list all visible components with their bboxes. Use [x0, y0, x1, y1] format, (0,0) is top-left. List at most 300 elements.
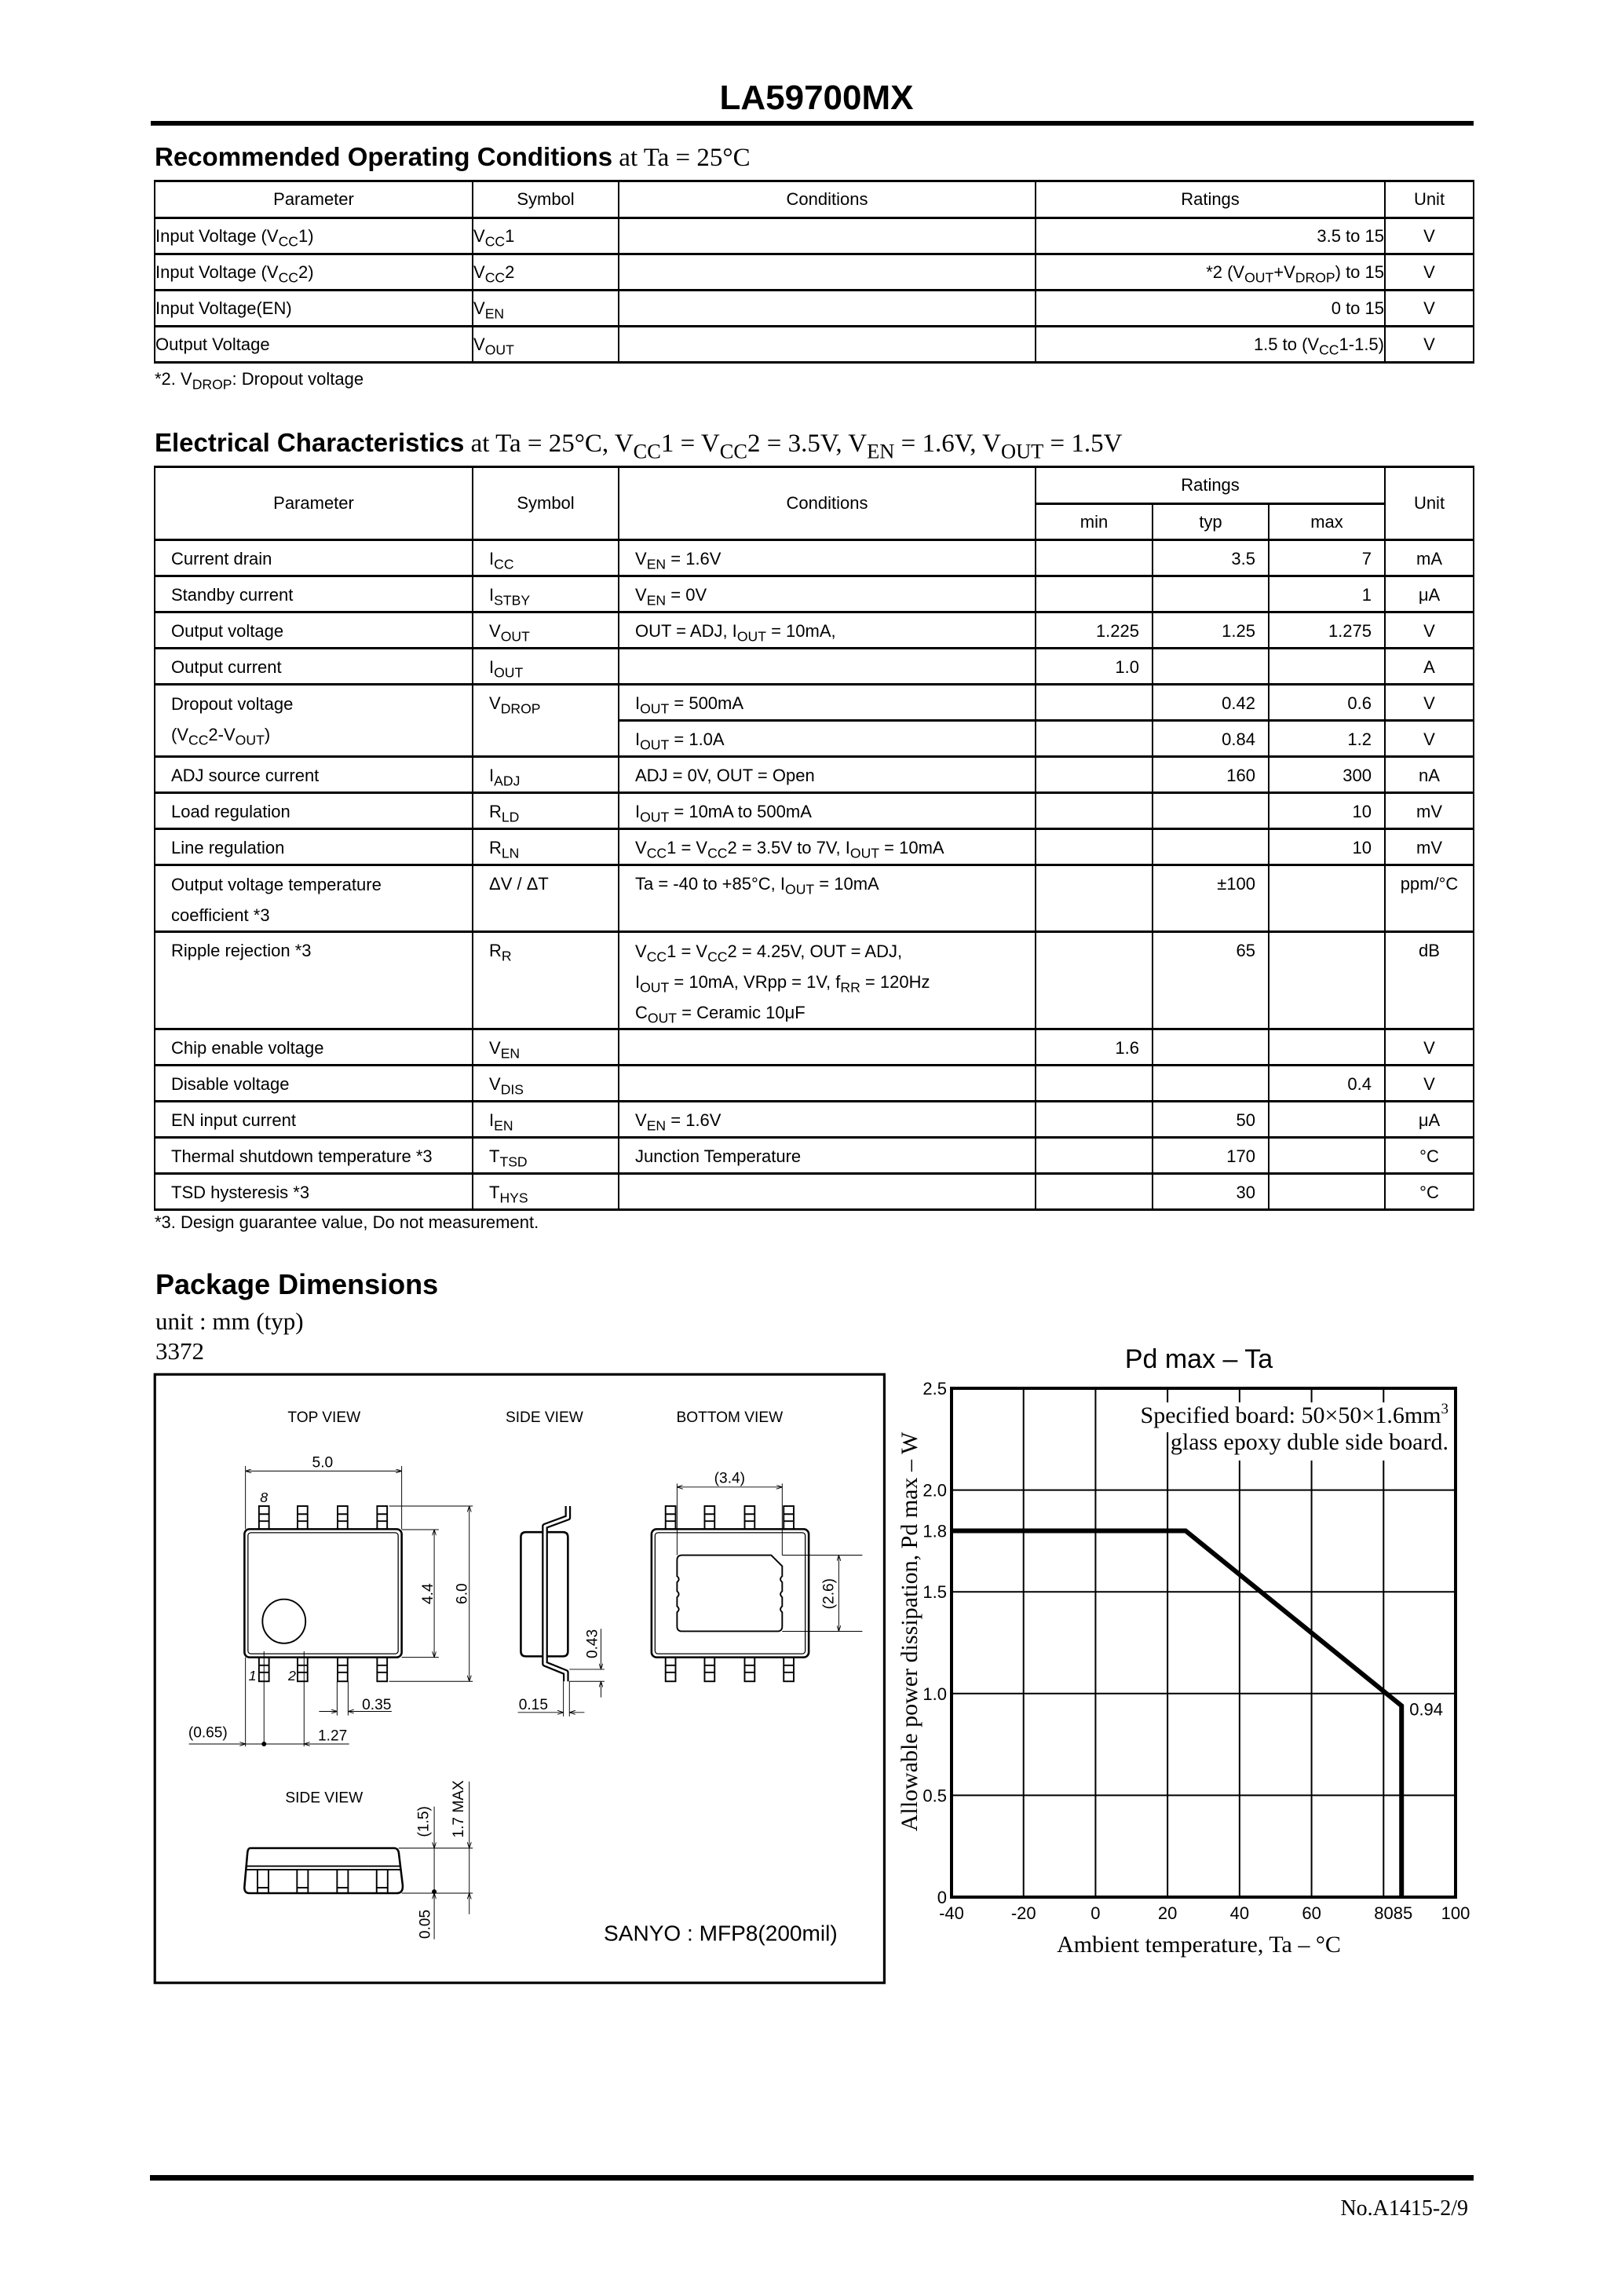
cell-symbol [473, 793, 619, 829]
cell-symbol: ΔV / ΔT [473, 865, 619, 932]
series-line-pd-max [952, 1530, 1401, 1897]
text-segment: T [489, 1183, 500, 1202]
text-segment: = 10mA [879, 838, 944, 857]
text-segment: V [473, 298, 485, 318]
cell-ratings: 0 to 15 [1036, 291, 1385, 327]
col-header-conditions: Conditions [619, 181, 1036, 218]
chart-gridlines [952, 1388, 1456, 1897]
cell-min [1036, 685, 1153, 721]
text-segment: Input Voltage (V [155, 225, 279, 246]
table-row [155, 865, 1474, 932]
subscript: LN [501, 845, 520, 861]
cell-unit: mV [1385, 829, 1474, 865]
cell-conditions [619, 576, 1036, 612]
cell-conditions [619, 932, 1036, 1029]
text-segment: 2 = 4.25V, OUT = ADJ, [727, 941, 903, 961]
dim-label-lead-thickness: 0.15 [518, 1696, 548, 1713]
pin [784, 1658, 794, 1682]
cell-conditions: Junction Temperature [619, 1138, 1036, 1174]
cell-parameter: Chip enable voltage [155, 1029, 473, 1066]
cell-min: 1.6 [1036, 1029, 1153, 1066]
cell-parameter: Current drain [155, 540, 473, 576]
text-segment: Ta = -40 to +85°C, I [635, 874, 786, 894]
cell-conditions [619, 721, 1036, 757]
x-tick-label: 100 [1441, 1903, 1470, 1923]
subscript: STBY [494, 592, 531, 609]
cell-ratings: 3.5 to 15 [1036, 218, 1385, 254]
dim-label-lead-width: 0.35 [362, 1696, 392, 1713]
cell-typ [1153, 829, 1269, 865]
pin [377, 1506, 387, 1529]
package-unit: unit : mm (typ) [155, 1307, 304, 1335]
text-segment: 2 [505, 261, 515, 282]
subscript: OUT [849, 845, 880, 861]
text-segment: = 500mA [669, 693, 744, 713]
extension-line [246, 1651, 305, 1746]
cell-symbol [473, 576, 619, 612]
cell-parameter [155, 254, 473, 291]
col-header-parameter: Parameter [155, 181, 473, 218]
col-header-unit: Unit [1385, 181, 1474, 218]
text-segment: V [489, 1038, 501, 1058]
cell-typ [1153, 576, 1269, 612]
pin [259, 1506, 269, 1529]
pin [258, 1870, 269, 1893]
pin [666, 1658, 676, 1682]
table-row [155, 1174, 1474, 1210]
recommended-title: Recommended Operating Conditions [155, 142, 613, 171]
cell-conditions [619, 254, 1036, 291]
text-line [171, 689, 472, 719]
cell-parameter: Thermal shutdown temperature *3 [155, 1138, 473, 1174]
subscript: OUT [640, 737, 670, 753]
pin [377, 1870, 388, 1893]
document-number: No.A1415-2/9 [1340, 2196, 1468, 2221]
text-segment: 1 = V [667, 838, 708, 857]
cell-max: 7 [1269, 540, 1385, 576]
subscript: EN [484, 305, 505, 322]
side-view-label: SIDE VIEW [505, 1409, 583, 1426]
subscript: OUT [1001, 439, 1044, 463]
y-axis-title: Allowable power dissipation, Pd max – W [897, 1431, 922, 1832]
cell-unit: °C [1385, 1174, 1474, 1210]
cell-typ [1153, 1066, 1269, 1102]
subscript: EN [646, 1117, 667, 1134]
pin [704, 1658, 714, 1682]
cell-conditions [619, 1174, 1036, 1210]
x-axis-title: Ambient temperature, Ta – °C [1057, 1932, 1341, 1958]
cell-conditions [619, 612, 1036, 649]
text-segment: V [635, 549, 647, 569]
pin [297, 1870, 308, 1893]
cell-min [1036, 576, 1153, 612]
subscript: DROP [500, 700, 541, 717]
text-line [635, 936, 1035, 967]
pin-stripes [666, 1665, 676, 1673]
cell-symbol [473, 1174, 619, 1210]
cell-symbol [473, 829, 619, 865]
cell-unit: V [1385, 1066, 1474, 1102]
cell-unit: nA [1385, 757, 1474, 793]
subscript: TSD [499, 1153, 528, 1170]
subscript: CC [646, 845, 667, 861]
cell-max: 10 [1269, 829, 1385, 865]
cell-min [1036, 793, 1153, 829]
cell-ratings [1036, 254, 1385, 291]
subscript: OUT [1244, 269, 1274, 286]
subscript: DROP [192, 376, 232, 393]
cell-unit: ppm/°C [1385, 865, 1474, 932]
table-row [155, 829, 1474, 865]
cell-typ: 0.84 [1153, 721, 1269, 757]
x-tick-label: 85 [1393, 1903, 1413, 1923]
subscript: CC [484, 233, 506, 250]
cell-unit: mA [1385, 540, 1474, 576]
table-row [155, 1138, 1474, 1174]
table-row [155, 685, 1474, 721]
note-line-2: glass epoxy duble side board. [1170, 1429, 1448, 1455]
subscript: OUT [785, 881, 815, 898]
cell-max [1269, 865, 1385, 932]
subscript: EN [494, 1117, 513, 1134]
cell-symbol [473, 291, 619, 327]
text-segment: 1 [505, 225, 515, 246]
text-segment: I [489, 549, 495, 569]
cell-max [1269, 1138, 1385, 1174]
pin [298, 1506, 308, 1529]
electrical-table [154, 466, 1474, 1211]
pin-label-8: 8 [260, 1489, 269, 1505]
subscript: DIS [500, 1081, 524, 1098]
y-tick-label: 2.5 [922, 1379, 947, 1398]
x-tick-label: 40 [1229, 1903, 1250, 1923]
dim-label-lead-standoff: 0.43 [584, 1629, 601, 1659]
subscript: CC [707, 845, 728, 861]
cell-typ: 65 [1153, 932, 1269, 1029]
pin [337, 1870, 348, 1893]
y-tick-label: 2.0 [922, 1480, 947, 1501]
table-row [155, 757, 1474, 793]
cell-unit: °C [1385, 1138, 1474, 1174]
cell-max [1269, 932, 1385, 1029]
pin [338, 1506, 348, 1529]
table-row [155, 218, 1474, 254]
top-view-label: TOP VIEW [287, 1409, 361, 1426]
table-row [155, 540, 1474, 576]
text-segment: V [473, 334, 485, 354]
text-segment: = 0V [666, 585, 707, 605]
text-segment: OUT = ADJ, I [635, 621, 737, 641]
pin [338, 1658, 348, 1682]
subscript: OUT [640, 700, 670, 717]
subscript: OUT [235, 732, 265, 748]
pin [377, 1658, 387, 1682]
note-superscript: 3 [1441, 1401, 1448, 1417]
cell-conditions [619, 1102, 1036, 1138]
pin-stripes [377, 1514, 387, 1521]
text-segment: I [635, 693, 641, 713]
pin-stripes [704, 1665, 714, 1673]
subscript: OUT [640, 809, 670, 825]
y-tick-label: 1.0 [922, 1684, 947, 1704]
cell-max: 1.2 [1269, 721, 1385, 757]
text-line [171, 900, 472, 930]
point-label: 0.94 [1409, 1699, 1444, 1720]
text-segment: = 1.6V [666, 549, 721, 569]
cell-symbol [473, 649, 619, 685]
text-line [635, 967, 1035, 997]
dim-label-pitch: 1.27 [318, 1727, 348, 1745]
col-header-max: max [1269, 504, 1385, 540]
col-header-conditions: Conditions [619, 467, 1036, 540]
top-view-package [189, 1466, 473, 1746]
cell-min: 1.225 [1036, 612, 1153, 649]
cell-unit: V [1385, 685, 1474, 721]
text-segment: V [473, 261, 485, 282]
dim-label-body-height: (1.5) [415, 1806, 433, 1837]
x-tick-label: -20 [1010, 1903, 1036, 1923]
cell-unit: μA [1385, 1102, 1474, 1138]
col-header-ratings: Ratings [1036, 467, 1385, 504]
pin-stripes [784, 1514, 794, 1521]
dim-label-body: 4.4 [420, 1583, 437, 1604]
subscript: OUT [484, 342, 514, 358]
cell-unit: V [1385, 291, 1474, 327]
cell-unit: mV [1385, 793, 1474, 829]
text-segment: V [635, 838, 647, 857]
pin-stripes [377, 1665, 387, 1673]
cell-min [1036, 757, 1153, 793]
cell-parameter: Standby current [155, 576, 473, 612]
cell-unit: dB [1385, 932, 1474, 1029]
cell-parameter: Ripple rejection *3 [155, 932, 473, 1029]
text-segment: Input Voltage (V [155, 261, 279, 282]
text-segment: = 1.0A [669, 729, 725, 749]
subscript: CC [719, 439, 747, 463]
cell-typ: 50 [1153, 1102, 1269, 1138]
cell-min [1036, 1066, 1153, 1102]
text-segment: V [635, 585, 647, 605]
text-segment: ) [264, 725, 271, 744]
cell-symbol [473, 540, 619, 576]
cell-typ [1153, 1029, 1269, 1066]
chart-series [952, 1388, 1456, 1897]
cell-typ: 170 [1153, 1138, 1269, 1174]
cell-parameter: TSD hysteresis *3 [155, 1174, 473, 1210]
cell-unit: V [1385, 254, 1474, 291]
cell-conditions [619, 291, 1036, 327]
pin [704, 1506, 714, 1529]
subscript: DROP [1295, 269, 1335, 286]
subscript: CC [278, 233, 298, 250]
text-segment: V [489, 621, 501, 641]
cell-typ [1153, 793, 1269, 829]
pin-stripes [744, 1514, 754, 1521]
subscript: CC [646, 949, 667, 965]
text-segment: V [473, 225, 485, 246]
cell-conditions [619, 685, 1036, 721]
plot-frame [952, 1388, 1456, 1897]
text-segment: +V [1273, 261, 1295, 282]
text-segment: I [489, 657, 495, 677]
side-view-2-pins [258, 1870, 388, 1893]
extension-line [399, 1848, 473, 1893]
text-segment: = 1.6V, V [894, 430, 1002, 458]
text-segment: V [489, 693, 501, 713]
text-segment: *2 (V [1206, 261, 1245, 282]
text-segment: *2. V [155, 369, 192, 389]
text-segment: 1) [298, 225, 314, 246]
top-view-dimension-lines [189, 1466, 473, 1746]
top-rule-divider [151, 121, 1474, 126]
pin-stripes [784, 1665, 794, 1673]
cell-parameter: Output voltage [155, 612, 473, 649]
text-segment: = 10mA [814, 874, 879, 894]
text-segment: C [635, 1003, 648, 1022]
chart-title: Pd max – Ta [1124, 1344, 1273, 1374]
text-segment: coefficient *3 [171, 905, 270, 925]
cell-typ: 3.5 [1153, 540, 1269, 576]
cell-unit: A [1385, 649, 1474, 685]
text-segment: T [489, 1146, 500, 1166]
text-segment: I [489, 1110, 495, 1130]
recommended-table [154, 180, 1474, 364]
dim-label-total: 6.0 [454, 1583, 471, 1604]
table-row [155, 612, 1474, 649]
table-row [155, 576, 1474, 612]
pin-stripes [666, 1514, 676, 1521]
cell-conditions: ADJ = 0V, OUT = Open [619, 757, 1036, 793]
pin-stripes [259, 1514, 269, 1521]
pin [784, 1506, 794, 1529]
text-segment: Dropout voltage [171, 694, 294, 714]
x-tick-label: -40 [939, 1903, 964, 1923]
cell-symbol [473, 218, 619, 254]
text-segment: = 10mA, [765, 621, 836, 641]
col-header-symbol: Symbol [473, 181, 619, 218]
pin [298, 1658, 308, 1682]
y-tick-label: 1.8 [922, 1521, 947, 1541]
cell-parameter [155, 218, 473, 254]
extension-line [677, 1483, 782, 1555]
subscript: LD [501, 809, 520, 825]
dim-label-max-height: 1.7 MAX [451, 1780, 468, 1838]
note-text: Specified board: 50×50×1.6mm [1140, 1402, 1441, 1428]
table-row [155, 1102, 1474, 1138]
cell-parameter: Output Voltage [155, 327, 473, 363]
side-view-2-label: SIDE VIEW [285, 1790, 363, 1807]
text-segment: 2 = 3.5V to 7V, I [727, 838, 850, 857]
text-segment: at Ta = 25°C, V [464, 430, 634, 458]
subscript: CC [494, 556, 514, 572]
table-row [155, 1066, 1474, 1102]
cell-unit: V [1385, 218, 1474, 254]
cell-conditions [619, 327, 1036, 363]
subscript: EN [646, 592, 667, 609]
pin-stripes [338, 1514, 348, 1521]
table-header-row [155, 467, 1474, 504]
table-header-row [155, 181, 1474, 218]
package-body-inner [655, 1533, 805, 1654]
text-segment: = 1.5V [1043, 430, 1123, 458]
subscript: R [501, 948, 512, 964]
cell-unit: V [1385, 327, 1474, 363]
pin-stripes [704, 1514, 714, 1521]
text-segment: I [635, 972, 641, 992]
cell-max [1269, 1029, 1385, 1066]
table-row [155, 254, 1474, 291]
electrical-footnote: *3. Design guarantee value, Do not measurement. [155, 1212, 539, 1232]
cell-symbol [473, 254, 619, 291]
pin [666, 1506, 676, 1529]
table-row [155, 932, 1474, 1029]
dimension-dot [433, 1890, 437, 1894]
text-segment: I [635, 729, 641, 749]
cell-min [1036, 932, 1153, 1029]
package-code: 3372 [155, 1337, 204, 1365]
text-segment: V [489, 1074, 501, 1094]
text-segment: 2) [298, 261, 314, 282]
table-row [155, 793, 1474, 829]
electrical-heading [155, 427, 1123, 463]
text-segment: 1.5 to (V [1253, 334, 1320, 354]
cell-min [1036, 1174, 1153, 1210]
text-segment: 1-1.5) [1339, 334, 1384, 354]
subscript: CC [278, 269, 298, 286]
subscript: CC [707, 949, 728, 965]
pin [744, 1506, 754, 1529]
text-segment: 1 = V [667, 941, 708, 961]
subscript: CC [633, 439, 661, 463]
text-segment: (V [171, 725, 188, 744]
cell-parameter: EN input current [155, 1102, 473, 1138]
cell-parameter [155, 865, 473, 932]
x-tick-label: 80 [1374, 1903, 1394, 1923]
text-segment: R [489, 941, 502, 960]
cell-min [1036, 1102, 1153, 1138]
text-segment: Output voltage temperature [171, 875, 382, 894]
cell-typ: 1.25 [1153, 612, 1269, 649]
cell-parameter: Line regulation [155, 829, 473, 865]
cell-ratings [1036, 327, 1385, 363]
subscript: HYS [499, 1190, 528, 1206]
subscript: OUT [500, 628, 530, 645]
subscript: EN [500, 1045, 521, 1062]
pin-stripes [338, 1665, 348, 1673]
cell-min [1036, 1138, 1153, 1174]
cell-parameter: Input Voltage(EN) [155, 291, 473, 327]
subscript: OUT [494, 664, 524, 681]
dim-label-width: 5.0 [312, 1454, 334, 1472]
text-segment: R [489, 838, 502, 857]
cell-symbol [473, 1102, 619, 1138]
subscript: ADJ [494, 773, 521, 789]
text-segment: V [635, 941, 647, 961]
y-tick-label: 0 [937, 1888, 947, 1907]
cell-conditions [619, 218, 1036, 254]
side-view-package [518, 1505, 605, 1717]
cell-parameter: ADJ source current [155, 757, 473, 793]
bottom-rule-divider [150, 2175, 1474, 2181]
extension-line [569, 1669, 605, 1681]
col-header-parameter: Parameter [155, 467, 473, 540]
pin-stripes [298, 1665, 308, 1673]
text-segment: I [489, 766, 495, 785]
package-body-inner [248, 1533, 398, 1654]
package-drawing [141, 1241, 926, 2073]
subscript: RR [840, 979, 860, 996]
subscript: OUT [736, 628, 766, 645]
